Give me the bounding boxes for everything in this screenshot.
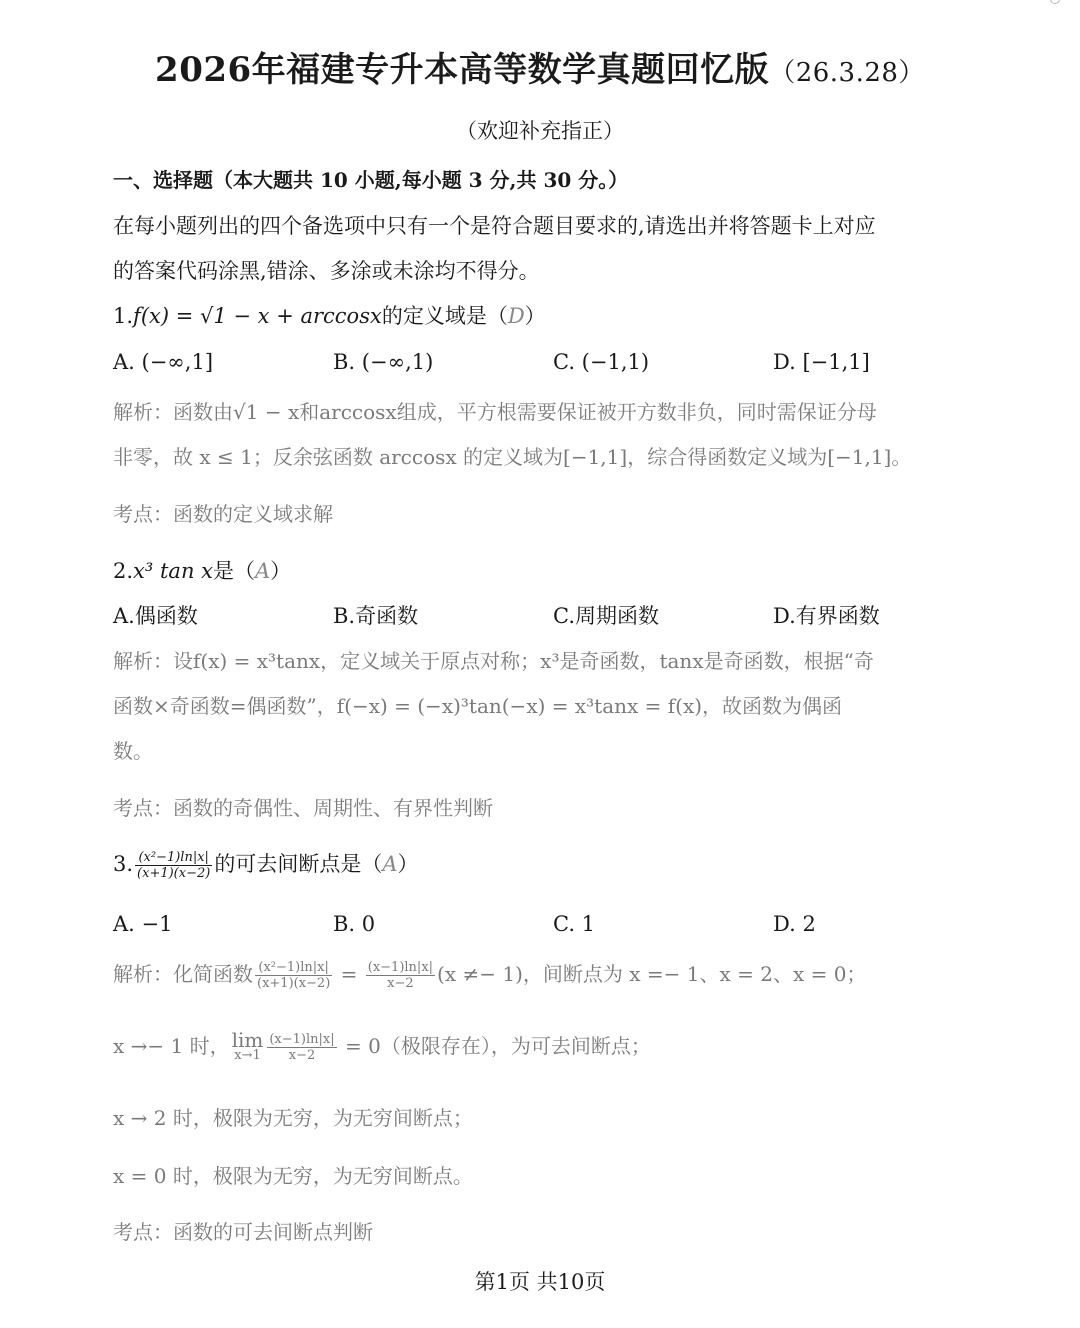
option-d: D. 2 [773,912,816,936]
fraction-numerator: (x²−1)ln|x| [255,960,332,976]
question-1-stem [113,300,546,330]
analysis-suffix: = 0（极限存在），为可去间断点； [338,1034,651,1058]
option-b: B.奇函数 [333,604,419,628]
fraction-numerator: (x−1)ln|x| [367,960,434,975]
analysis-line: 非零，故 x ≤ 1；反余弦函数 arccosx 的定义域为[−1,1]，综合得函数定义域为[−1,1]。 [113,445,912,469]
section-heading: 一、选择题（本大题共 10 小题,每小题 3 分,共 30 分。） [113,168,629,192]
option-d: D.有界函数 [773,604,880,628]
option-a: A.偶函数 [113,604,198,628]
question-expression: x³ tan x [133,559,213,583]
analysis-line: x = 0 时，极限为无穷，为无穷间断点。 [113,1164,473,1188]
question-close: ） [397,852,419,876]
question-text: 的定义域是（ [381,304,508,328]
page-subtitle: （欢迎补充指正） [456,119,624,143]
analysis-line: x → 2 时，极限为无穷，为无穷间断点； [113,1106,473,1130]
fraction-numerator: (x−1)ln|x| [269,1032,335,1047]
fraction-numerator: (x²−1)ln|x| [135,850,212,866]
option-c: C.周期函数 [553,604,659,628]
knowledge-point: 考点：函数的奇偶性、周期性、有界性判断 [113,796,493,820]
analysis-suffix: (x ≠− 1)，间断点为 x =− 1、x = 2、x = 0； [437,962,867,986]
title-main: 2026年福建专升本高等数学真题回忆版 [155,50,770,90]
question-close: ） [524,304,546,328]
question-number: 1. [113,304,134,328]
fraction-denominator: (x+1)(x−2) [137,866,211,881]
fraction-denominator: x−2 [288,1048,316,1063]
option-b: B. (−∞,1) [333,350,434,374]
page-title [0,42,1080,91]
question-expression: f(x) = √1 − x + arccosx [133,304,382,328]
section-instructions-line2: 的答案代码涂黑,错涂、多涂或未涂均不得分。 [113,259,540,283]
option-c: C. (−1,1) [553,350,650,374]
analysis-line [113,1027,651,1064]
limit-label: lim [231,1027,264,1052]
title-date: （26.3.28） [769,58,925,88]
knowledge-point: 考点：函数的定义域求解 [113,502,333,526]
analysis-line: 解析：函数由√1 − x和arccosx组成，平方根需要保证被开方数非负，同时需保证分母 [113,400,877,424]
question-answer: A [382,852,398,876]
analysis-line [113,958,866,991]
question-text: 的可去间断点是（ [214,852,383,876]
question-number: 3. [113,852,134,876]
analysis-prefix: x →− 1 时， [113,1034,230,1058]
analysis-prefix: 解析：化简函数 [113,962,253,986]
analysis-line: 函数×奇函数=偶函数”，f(−x) = (−x)³tan(−x) = x³tanx = f(x)，故函数为偶函 [113,694,843,718]
question-close: ） [270,559,292,583]
question-text: 是（ [213,559,255,583]
question-answer: A [255,559,271,583]
analysis-fraction [267,1032,336,1063]
limit-subscript: x→1 [234,1047,261,1063]
knowledge-point: 考点：函数的可去间断点判断 [113,1220,373,1244]
corner-mark [1050,0,1060,4]
section-instructions-line1: 在每小题列出的四个备选项中只有一个是符合题目要求的,请选出并将答题卡上对应 [113,214,876,238]
option-b: B. 0 [333,912,376,936]
analysis-fraction [255,960,332,991]
question-number: 2. [113,559,134,583]
analysis-fraction [366,960,435,991]
question-2-stem [113,555,291,585]
option-c: C. 1 [553,912,596,936]
question-answer: D [507,304,525,328]
question-fraction [135,850,212,881]
equals-sign: = [334,962,364,986]
limit-notation [231,1027,264,1064]
fraction-denominator: x−2 [387,976,414,991]
analysis-line: 解析：设f(x) = x³tanx，定义域关于原点对称；x³是奇函数，tanx是奇函数，根据“奇 [113,649,874,673]
question-3-stem [113,848,419,881]
analysis-line: 数。 [113,739,153,763]
fraction-denominator: (x+1)(x−2) [257,976,331,991]
option-a: A. −1 [113,912,173,936]
page-footer: 第1页 共10页 [474,1270,606,1294]
option-d: D. [−1,1] [773,350,870,374]
option-a: A. (−∞,1] [113,350,214,374]
